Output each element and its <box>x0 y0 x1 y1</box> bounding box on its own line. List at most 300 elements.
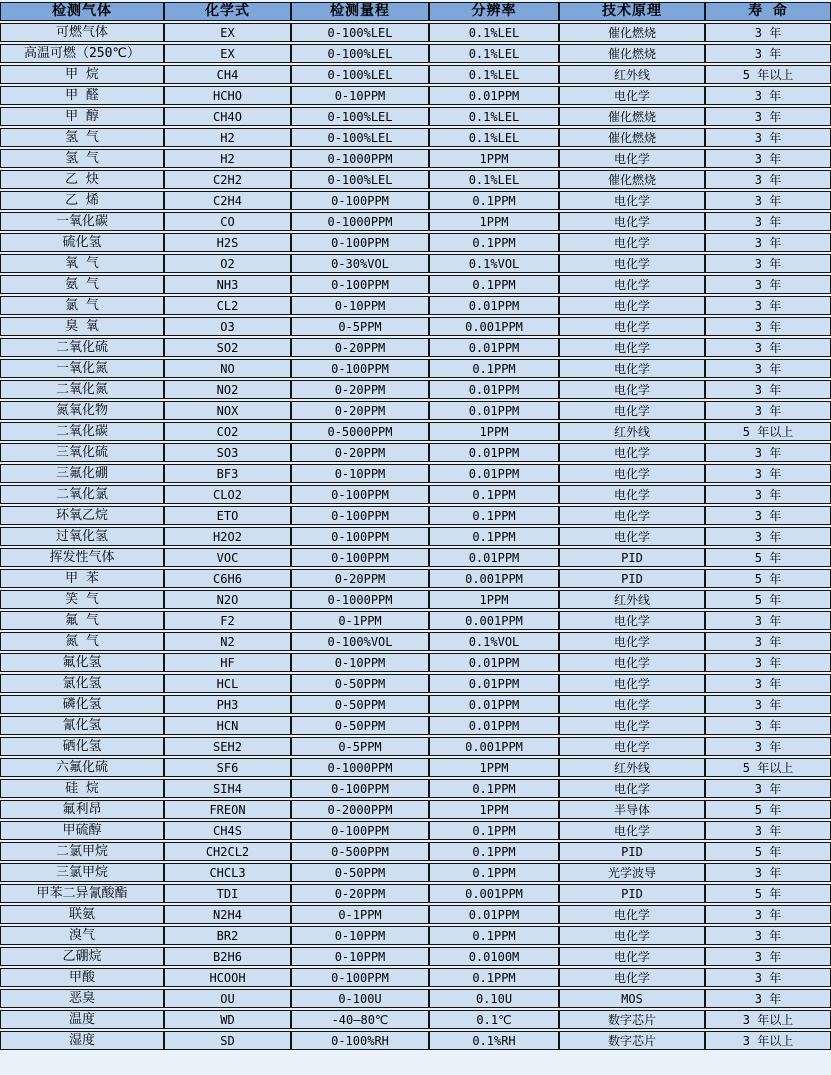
range-cell: 0-500PPM <box>291 842 429 861</box>
lifespan-cell: 3 年 <box>705 737 831 756</box>
table-row <box>0 674 831 693</box>
formula-cell: EX <box>164 44 291 63</box>
principle-cell: 红外线 <box>559 758 705 777</box>
formula-cell: CHCL3 <box>164 863 291 882</box>
gas-name-cell: 甲硫醇 <box>0 821 164 840</box>
table-row <box>0 254 831 273</box>
table-row <box>0 947 831 966</box>
header-row <box>0 2 831 21</box>
table-row <box>0 128 831 147</box>
resolution-cell: 0.1%RH <box>429 1031 559 1050</box>
formula-cell: HCN <box>164 716 291 735</box>
resolution-cell: 0.1℃ <box>429 1010 559 1029</box>
range-cell: 0-100PPM <box>291 359 429 378</box>
lifespan-cell: 3 年 <box>705 128 831 147</box>
formula-cell: SO2 <box>164 338 291 357</box>
principle-cell: 电化学 <box>559 86 705 105</box>
principle-cell: 催化燃烧 <box>559 128 705 147</box>
table-row <box>0 590 831 609</box>
gas-name-cell: 磷化氢 <box>0 695 164 714</box>
table-row <box>0 800 831 819</box>
range-cell: 0-1000PPM <box>291 758 429 777</box>
formula-cell: SD <box>164 1031 291 1050</box>
table-row <box>0 968 831 987</box>
table-row <box>0 149 831 168</box>
resolution-cell: 0.01PPM <box>429 905 559 924</box>
principle-cell: 电化学 <box>559 443 705 462</box>
resolution-cell: 0.1PPM <box>429 527 559 546</box>
range-cell: 0-100%LEL <box>291 44 429 63</box>
lifespan-cell: 3 年 <box>705 989 831 1008</box>
resolution-cell: 0.01PPM <box>429 401 559 420</box>
range-cell: 0-1000PPM <box>291 149 429 168</box>
principle-cell: 数字芯片 <box>559 1010 705 1029</box>
gas-name-cell: 甲酸 <box>0 968 164 987</box>
table-row <box>0 842 831 861</box>
lifespan-cell: 3 年 <box>705 695 831 714</box>
range-cell: 0-1000PPM <box>291 212 429 231</box>
principle-cell: 电化学 <box>559 485 705 504</box>
table-row <box>0 863 831 882</box>
lifespan-cell: 3 年 <box>705 338 831 357</box>
resolution-cell: 1PPM <box>429 422 559 441</box>
table-row <box>0 233 831 252</box>
range-cell: 0-100PPM <box>291 821 429 840</box>
principle-cell: PID <box>559 548 705 567</box>
gas-name-cell: 六氟化硫 <box>0 758 164 777</box>
lifespan-cell: 3 年 <box>705 359 831 378</box>
principle-cell: 电化学 <box>559 611 705 630</box>
gas-name-cell: 氰化氢 <box>0 716 164 735</box>
lifespan-cell: 3 年 <box>705 863 831 882</box>
principle-cell: 红外线 <box>559 590 705 609</box>
range-cell: 0-10PPM <box>291 947 429 966</box>
formula-cell: H2O2 <box>164 527 291 546</box>
column-header-range: 检测量程 <box>291 2 429 21</box>
gas-name-cell: 氧 气 <box>0 254 164 273</box>
range-cell: 0-100PPM <box>291 233 429 252</box>
formula-cell: CL2 <box>164 296 291 315</box>
lifespan-cell: 3 年 <box>705 485 831 504</box>
resolution-cell: 0.001PPM <box>429 611 559 630</box>
table-row <box>0 695 831 714</box>
lifespan-cell: 3 年 <box>705 275 831 294</box>
table-row <box>0 380 831 399</box>
range-cell: 0-100U <box>291 989 429 1008</box>
range-cell: 0-10PPM <box>291 86 429 105</box>
table-row <box>0 464 831 483</box>
table-header <box>0 2 831 21</box>
formula-cell: NO2 <box>164 380 291 399</box>
lifespan-cell: 3 年 <box>705 149 831 168</box>
gas-name-cell: 湿度 <box>0 1031 164 1050</box>
range-cell: 0-50PPM <box>291 695 429 714</box>
range-cell: 0-100PPM <box>291 779 429 798</box>
lifespan-cell: 3 年 <box>705 380 831 399</box>
range-cell: 0-100PPM <box>291 506 429 525</box>
table-row <box>0 548 831 567</box>
table-row <box>0 443 831 462</box>
formula-cell: CH4S <box>164 821 291 840</box>
table-row <box>0 569 831 588</box>
formula-cell: H2S <box>164 233 291 252</box>
principle-cell: 电化学 <box>559 737 705 756</box>
resolution-cell: 0.1PPM <box>429 233 559 252</box>
range-cell: 0-100PPM <box>291 275 429 294</box>
formula-cell: SF6 <box>164 758 291 777</box>
table-row <box>0 821 831 840</box>
table-row <box>0 212 831 231</box>
gas-name-cell: 二氧化氮 <box>0 380 164 399</box>
resolution-cell: 1PPM <box>429 590 559 609</box>
lifespan-cell: 3 年 <box>705 527 831 546</box>
range-cell: 0-100%RH <box>291 1031 429 1050</box>
resolution-cell: 0.01PPM <box>429 716 559 735</box>
principle-cell: 红外线 <box>559 65 705 84</box>
formula-cell: ETO <box>164 506 291 525</box>
lifespan-cell: 3 年 <box>705 926 831 945</box>
formula-cell: SO3 <box>164 443 291 462</box>
range-cell: 0-100%LEL <box>291 65 429 84</box>
lifespan-cell: 3 年 <box>705 905 831 924</box>
table-row <box>0 44 831 63</box>
gas-name-cell: 氯 气 <box>0 296 164 315</box>
formula-cell: EX <box>164 23 291 42</box>
range-cell: 0-20PPM <box>291 443 429 462</box>
table-row <box>0 317 831 336</box>
column-header-lifespan: 寿 命 <box>705 2 831 21</box>
lifespan-cell: 3 年以上 <box>705 1010 831 1029</box>
gas-name-cell: 挥发性气体 <box>0 548 164 567</box>
lifespan-cell: 3 年 <box>705 779 831 798</box>
range-cell: 0-1PPM <box>291 611 429 630</box>
formula-cell: O2 <box>164 254 291 273</box>
lifespan-cell: 3 年以上 <box>705 1031 831 1050</box>
formula-cell: CH4O <box>164 107 291 126</box>
principle-cell: 催化燃烧 <box>559 44 705 63</box>
table-row <box>0 653 831 672</box>
formula-cell: O3 <box>164 317 291 336</box>
formula-cell: NH3 <box>164 275 291 294</box>
range-cell: 0-10PPM <box>291 464 429 483</box>
table-body <box>0 23 831 1050</box>
resolution-cell: 0.1PPM <box>429 779 559 798</box>
principle-cell: 催化燃烧 <box>559 23 705 42</box>
lifespan-cell: 5 年 <box>705 590 831 609</box>
gas-name-cell: 笑 气 <box>0 590 164 609</box>
table-row <box>0 401 831 420</box>
resolution-cell: 0.1%LEL <box>429 23 559 42</box>
formula-cell: CO <box>164 212 291 231</box>
formula-cell: N2O <box>164 590 291 609</box>
formula-cell: TDI <box>164 884 291 903</box>
resolution-cell: 0.01PPM <box>429 695 559 714</box>
range-cell: 0-20PPM <box>291 401 429 420</box>
resolution-cell: 0.1%VOL <box>429 632 559 651</box>
table-row <box>0 296 831 315</box>
resolution-cell: 0.1%LEL <box>429 170 559 189</box>
range-cell: 0-2000PPM <box>291 800 429 819</box>
lifespan-cell: 5 年以上 <box>705 65 831 84</box>
formula-cell: N2H4 <box>164 905 291 924</box>
lifespan-cell: 3 年 <box>705 947 831 966</box>
table-row <box>0 170 831 189</box>
principle-cell: 光学波导 <box>559 863 705 882</box>
range-cell: 0-10PPM <box>291 653 429 672</box>
resolution-cell: 0.1PPM <box>429 191 559 210</box>
formula-cell: HCHO <box>164 86 291 105</box>
range-cell: 0-20PPM <box>291 569 429 588</box>
table-row <box>0 905 831 924</box>
gas-name-cell: 硅 烷 <box>0 779 164 798</box>
principle-cell: 电化学 <box>559 296 705 315</box>
gas-name-cell: 溴气 <box>0 926 164 945</box>
lifespan-cell: 3 年 <box>705 317 831 336</box>
gas-name-cell: 氮 气 <box>0 632 164 651</box>
lifespan-cell: 3 年 <box>705 632 831 651</box>
resolution-cell: 0.001PPM <box>429 317 559 336</box>
principle-cell: 电化学 <box>559 632 705 651</box>
gas-name-cell: 三氟化硼 <box>0 464 164 483</box>
gas-name-cell: 乙硼烷 <box>0 947 164 966</box>
formula-cell: OU <box>164 989 291 1008</box>
table-row <box>0 926 831 945</box>
table-row <box>0 779 831 798</box>
principle-cell: MOS <box>559 989 705 1008</box>
principle-cell: 电化学 <box>559 674 705 693</box>
gas-name-cell: 硫化氢 <box>0 233 164 252</box>
principle-cell: 电化学 <box>559 695 705 714</box>
gas-name-cell: 环氧乙烷 <box>0 506 164 525</box>
column-header-gas: 检测气体 <box>0 2 164 21</box>
gas-name-cell: 二氧化硫 <box>0 338 164 357</box>
resolution-cell: 0.1%LEL <box>429 65 559 84</box>
gas-name-cell: 二氧化氯 <box>0 485 164 504</box>
formula-cell: NOX <box>164 401 291 420</box>
lifespan-cell: 5 年 <box>705 884 831 903</box>
resolution-cell: 0.001PPM <box>429 884 559 903</box>
formula-cell: HCL <box>164 674 291 693</box>
gas-name-cell: 氟化氢 <box>0 653 164 672</box>
formula-cell: PH3 <box>164 695 291 714</box>
lifespan-cell: 3 年 <box>705 968 831 987</box>
range-cell: 0-100PPM <box>291 548 429 567</box>
range-cell: 0-100PPM <box>291 968 429 987</box>
formula-cell: BR2 <box>164 926 291 945</box>
formula-cell: HF <box>164 653 291 672</box>
gas-name-cell: 甲 苯 <box>0 569 164 588</box>
principle-cell: 电化学 <box>559 968 705 987</box>
lifespan-cell: 3 年 <box>705 191 831 210</box>
formula-cell: BF3 <box>164 464 291 483</box>
lifespan-cell: 3 年 <box>705 401 831 420</box>
resolution-cell: 0.1%VOL <box>429 254 559 273</box>
lifespan-cell: 3 年 <box>705 170 831 189</box>
gas-name-cell: 三氧化硫 <box>0 443 164 462</box>
table-row <box>0 884 831 903</box>
resolution-cell: 0.001PPM <box>429 737 559 756</box>
lifespan-cell: 3 年 <box>705 254 831 273</box>
range-cell: 0-50PPM <box>291 863 429 882</box>
lifespan-cell: 3 年 <box>705 674 831 693</box>
gas-name-cell: 二氧化碳 <box>0 422 164 441</box>
gas-name-cell: 温度 <box>0 1010 164 1029</box>
formula-cell: NO <box>164 359 291 378</box>
formula-cell: C2H2 <box>164 170 291 189</box>
formula-cell: SEH2 <box>164 737 291 756</box>
principle-cell: PID <box>559 569 705 588</box>
principle-cell: 电化学 <box>559 359 705 378</box>
formula-cell: CH2CL2 <box>164 842 291 861</box>
table-row <box>0 716 831 735</box>
lifespan-cell: 5 年 <box>705 800 831 819</box>
lifespan-cell: 3 年 <box>705 464 831 483</box>
table-row <box>0 275 831 294</box>
table-row <box>0 422 831 441</box>
range-cell: 0-5PPM <box>291 317 429 336</box>
lifespan-cell: 3 年 <box>705 506 831 525</box>
table-row <box>0 359 831 378</box>
lifespan-cell: 3 年 <box>705 443 831 462</box>
principle-cell: 电化学 <box>559 233 705 252</box>
gas-name-cell: 氢 气 <box>0 149 164 168</box>
resolution-cell: 0.1PPM <box>429 968 559 987</box>
table-row <box>0 506 831 525</box>
range-cell: 0-10PPM <box>291 296 429 315</box>
gas-name-cell: 甲 醇 <box>0 107 164 126</box>
lifespan-cell: 5 年以上 <box>705 422 831 441</box>
gas-name-cell: 恶臭 <box>0 989 164 1008</box>
lifespan-cell: 3 年 <box>705 86 831 105</box>
principle-cell: 电化学 <box>559 905 705 924</box>
gas-name-cell: 联氨 <box>0 905 164 924</box>
resolution-cell: 0.1%LEL <box>429 107 559 126</box>
lifespan-cell: 5 年 <box>705 569 831 588</box>
range-cell: 0-100%LEL <box>291 128 429 147</box>
range-cell: 0-50PPM <box>291 674 429 693</box>
lifespan-cell: 5 年以上 <box>705 758 831 777</box>
gas-name-cell: 氢 气 <box>0 128 164 147</box>
formula-cell: WD <box>164 1010 291 1029</box>
resolution-cell: 0.1%LEL <box>429 44 559 63</box>
table-row <box>0 989 831 1008</box>
resolution-cell: 0.01PPM <box>429 443 559 462</box>
table-row <box>0 1031 831 1050</box>
table-row <box>0 338 831 357</box>
range-cell: 0-1000PPM <box>291 590 429 609</box>
formula-cell: SIH4 <box>164 779 291 798</box>
principle-cell: 电化学 <box>559 527 705 546</box>
range-cell: 0-100%LEL <box>291 23 429 42</box>
formula-cell: F2 <box>164 611 291 630</box>
range-cell: 0-5000PPM <box>291 422 429 441</box>
principle-cell: PID <box>559 884 705 903</box>
range-cell: 0-100%VOL <box>291 632 429 651</box>
formula-cell: H2 <box>164 128 291 147</box>
formula-cell: C6H6 <box>164 569 291 588</box>
resolution-cell: 1PPM <box>429 212 559 231</box>
lifespan-cell: 5 年 <box>705 548 831 567</box>
formula-cell: FREON <box>164 800 291 819</box>
resolution-cell: 0.01PPM <box>429 338 559 357</box>
resolution-cell: 0.1PPM <box>429 842 559 861</box>
range-cell: 0-30%VOL <box>291 254 429 273</box>
range-cell: -40—80℃ <box>291 1010 429 1029</box>
table-row <box>0 632 831 651</box>
resolution-cell: 1PPM <box>429 758 559 777</box>
principle-cell: 电化学 <box>559 254 705 273</box>
range-cell: 0-20PPM <box>291 884 429 903</box>
gas-name-cell: 一氧化碳 <box>0 212 164 231</box>
principle-cell: 红外线 <box>559 422 705 441</box>
formula-cell: N2 <box>164 632 291 651</box>
principle-cell: 电化学 <box>559 821 705 840</box>
principle-cell: 电化学 <box>559 149 705 168</box>
principle-cell: 半导体 <box>559 800 705 819</box>
resolution-cell: 0.1PPM <box>429 485 559 504</box>
gas-name-cell: 三氯甲烷 <box>0 863 164 882</box>
lifespan-cell: 3 年 <box>705 611 831 630</box>
lifespan-cell: 3 年 <box>705 212 831 231</box>
principle-cell: 催化燃烧 <box>559 170 705 189</box>
principle-cell: 电化学 <box>559 275 705 294</box>
gas-name-cell: 硒化氢 <box>0 737 164 756</box>
resolution-cell: 1PPM <box>429 149 559 168</box>
gas-name-cell: 乙 炔 <box>0 170 164 189</box>
gas-name-cell: 氮氧化物 <box>0 401 164 420</box>
lifespan-cell: 5 年 <box>705 842 831 861</box>
table-row <box>0 23 831 42</box>
formula-cell: H2 <box>164 149 291 168</box>
range-cell: 0-100PPM <box>291 527 429 546</box>
range-cell: 0-100%LEL <box>291 107 429 126</box>
resolution-cell: 0.1PPM <box>429 506 559 525</box>
gas-name-cell: 可燃气体 <box>0 23 164 42</box>
table-row <box>0 1010 831 1029</box>
lifespan-cell: 3 年 <box>705 44 831 63</box>
principle-cell: 电化学 <box>559 926 705 945</box>
resolution-cell: 0.001PPM <box>429 569 559 588</box>
gas-name-cell: 氟利昂 <box>0 800 164 819</box>
gas-name-cell: 臭 氧 <box>0 317 164 336</box>
resolution-cell: 0.01PPM <box>429 380 559 399</box>
gas-name-cell: 甲 醛 <box>0 86 164 105</box>
resolution-cell: 0.01PPM <box>429 296 559 315</box>
gas-name-cell: 乙 烯 <box>0 191 164 210</box>
table-row <box>0 527 831 546</box>
range-cell: 0-100PPM <box>291 191 429 210</box>
range-cell: 0-20PPM <box>291 380 429 399</box>
resolution-cell: 0.01PPM <box>429 548 559 567</box>
resolution-cell: 0.01PPM <box>429 674 559 693</box>
resolution-cell: 0.01PPM <box>429 86 559 105</box>
principle-cell: 电化学 <box>559 401 705 420</box>
table-row <box>0 86 831 105</box>
principle-cell: 电化学 <box>559 338 705 357</box>
table-row <box>0 737 831 756</box>
lifespan-cell: 3 年 <box>705 821 831 840</box>
resolution-cell: 0.1PPM <box>429 926 559 945</box>
gas-name-cell: 氟 气 <box>0 611 164 630</box>
gas-name-cell: 氨 气 <box>0 275 164 294</box>
principle-cell: 电化学 <box>559 464 705 483</box>
lifespan-cell: 3 年 <box>705 716 831 735</box>
lifespan-cell: 3 年 <box>705 23 831 42</box>
lifespan-cell: 3 年 <box>705 296 831 315</box>
range-cell: 0-1PPM <box>291 905 429 924</box>
principle-cell: 电化学 <box>559 716 705 735</box>
formula-cell: CLO2 <box>164 485 291 504</box>
